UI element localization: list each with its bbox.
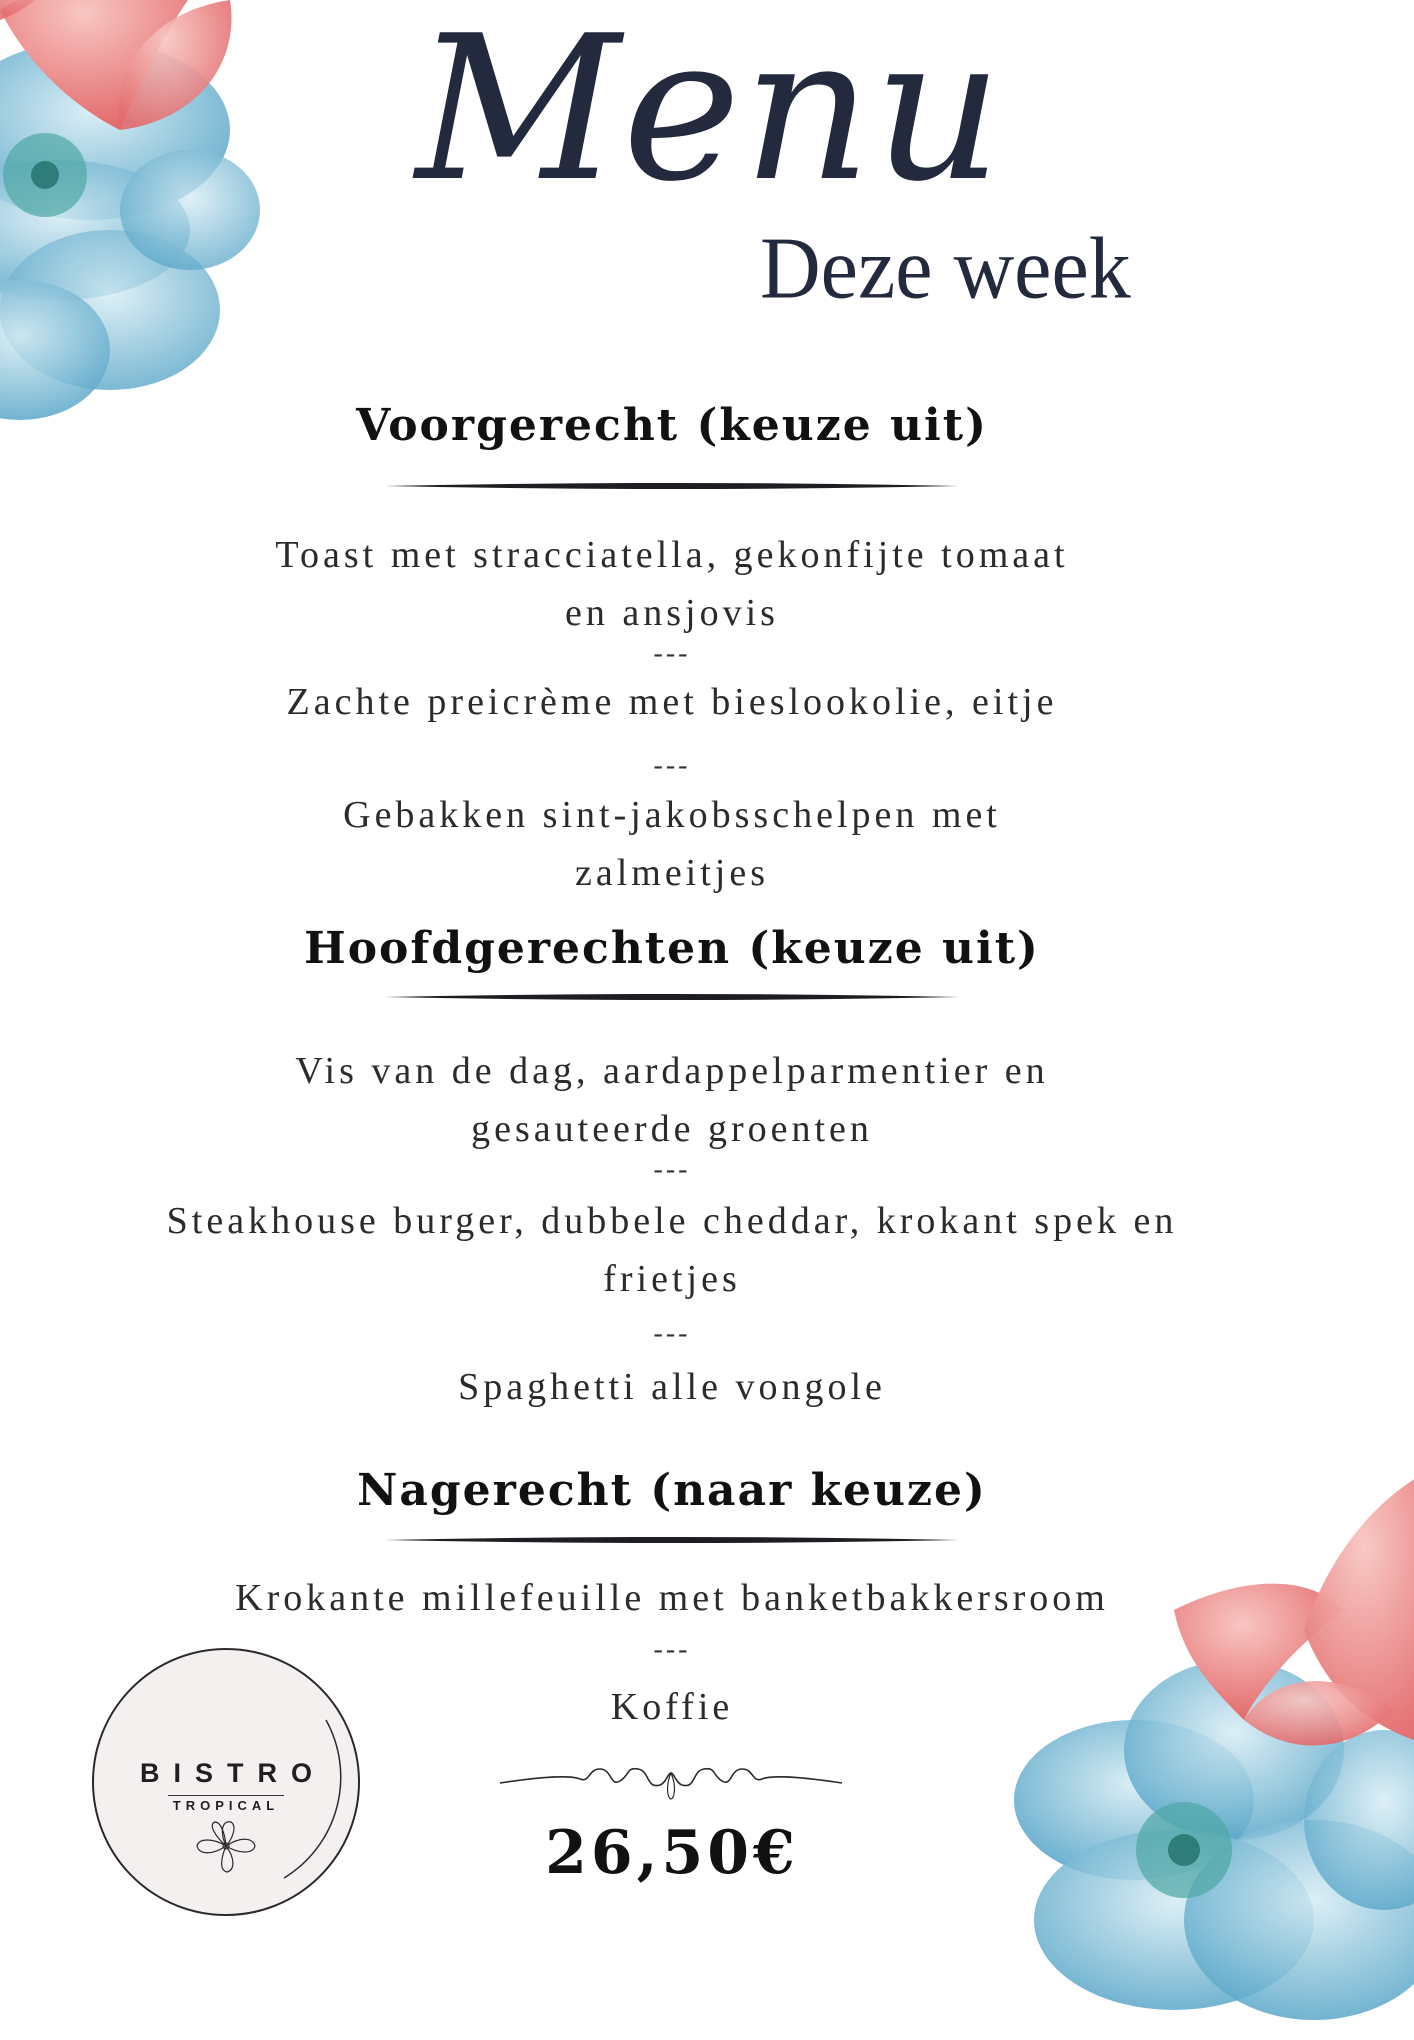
logo-name: BISTRO — [139, 1758, 326, 1788]
page-title: Menu — [415, 0, 1005, 226]
page-subtitle: Deze week — [760, 219, 1131, 318]
section-divider — [385, 993, 959, 1001]
logo-tagline: TROPICAL — [172, 1798, 280, 1813]
section-heading-main: Hoofdgerechten (keuze uit) — [304, 923, 1040, 974]
section-heading-starter: Voorgerecht (keuze uit) — [356, 400, 988, 451]
dish-line: Vis van de dag, aardappelparmentier en — [295, 1050, 1049, 1092]
dish-line: Steakhouse burger, dubbele cheddar, krokant spek en — [166, 1200, 1178, 1242]
dish-separator: --- — [653, 750, 691, 781]
dish-line: Toast met stracciatella, gekonfijte tomaat — [275, 534, 1069, 576]
menu-price: 26,50€ — [545, 1818, 799, 1888]
flower-decoration-top-left — [0, 0, 340, 450]
dish-separator: --- — [653, 638, 691, 669]
dish-line: Koffie — [610, 1686, 734, 1728]
bistro-logo — [92, 1648, 360, 1916]
dish-item — [0, 1569, 1344, 1627]
dish-item — [0, 1358, 1344, 1416]
dish-item — [0, 673, 1344, 731]
section-heading-dessert: Nagerecht (naar keuze) — [357, 1465, 987, 1516]
dish-line: Zachte preicrème met bieslookolie, eitje — [286, 681, 1058, 723]
dish-line: Gebakken sint-jakobsschelpen met — [343, 794, 1001, 836]
dish-line: frietjes — [603, 1258, 741, 1300]
flower-icon — [189, 1816, 263, 1876]
dish-item — [0, 1042, 1344, 1158]
dish-line: gesauteerde groenten — [471, 1108, 873, 1150]
dish-item — [0, 786, 1344, 902]
dish-separator: --- — [653, 1634, 691, 1665]
dish-line: Krokante millefeuille met banketbakkersroom — [235, 1577, 1109, 1619]
dish-line: en ansjovis — [565, 592, 779, 634]
dish-separator: --- — [653, 1154, 691, 1185]
logo-divider — [168, 1795, 284, 1796]
flourish-ornament — [500, 1755, 842, 1805]
section-divider — [385, 1536, 959, 1544]
dish-item — [0, 1192, 1344, 1308]
section-divider — [385, 482, 959, 490]
dish-item — [0, 526, 1344, 642]
dish-separator: --- — [653, 1318, 691, 1349]
dish-line: zalmeitjes — [574, 852, 770, 894]
dish-line: Spaghetti alle vongole — [458, 1366, 886, 1408]
